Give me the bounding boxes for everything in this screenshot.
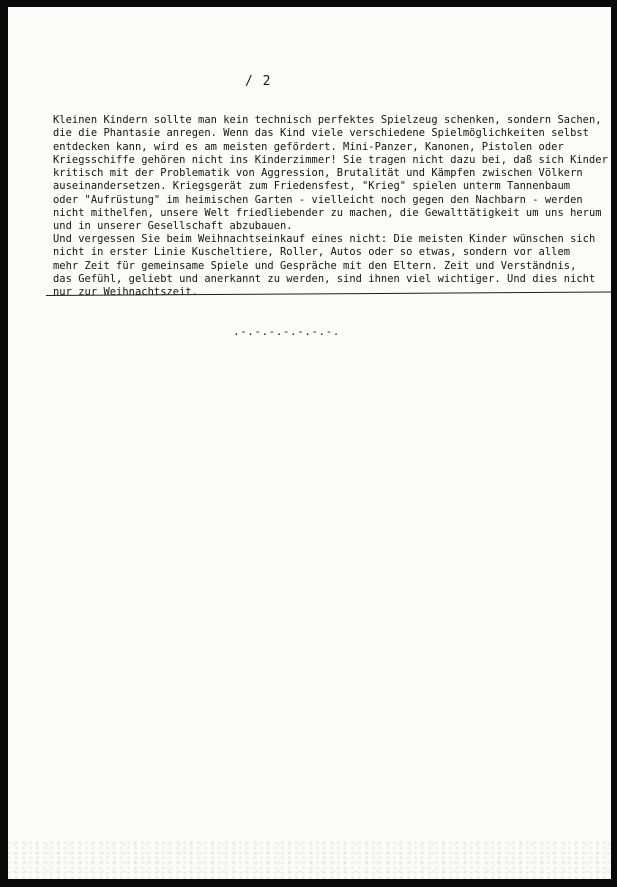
end-marker: .-.-.-.-.-.-.-. [233,325,340,338]
text-line: oder "Aufrüstung" im heimischen Garten - vielleicht noch gegen den Nachbarn - werden [53,193,583,206]
text-line: nicht in erster Linie Kuscheltiere, Roller, Autos oder so etwas, sondern vor allem [53,246,571,259]
text-line: kritisch mit der Problematik von Aggression, Brutalität und Kämpfen zwischen Völkern [53,167,583,180]
text-line: entdecken kann, wird es am meisten gefördert. Mini-Panzer, Kanonen, Pistolen oder [53,140,564,153]
text-line: und in unserer Gesellschaft abzubauen. [53,220,293,233]
text-line: die die Phantasie anregen. Wenn das Kind viele verschiedene Spielmöglichkeiten selbst [53,127,589,140]
text-line: das Gefühl, geliebt und anerkannt zu werden, sind ihnen viel wichtiger. Und dies nicht [53,272,596,285]
text-line: nicht mithelfen, unsere Welt friedliebender zu machen, die Gewalttätigkeit um uns herum [53,207,602,220]
paragraph-1 [53,114,608,234]
paragraph-2 [53,233,598,299]
text-line: mehr Zeit für gemeinsame Spiele und Gespräche mit den Eltern. Zeit und Verständnis, [53,259,577,272]
text-line: Kriegsschiffe gehören nicht ins Kinderzimmer! Sie tragen nicht dazu bei, daß sich Kinder [53,153,608,166]
text-line: auseinandersetzen. Kriegsgerät zum Friedensfest, "Krieg" spielen unterm Tannenbaum [53,180,571,193]
scan-noise [8,839,611,879]
text-line: Und vergessen Sie beim Weihnachtseinkauf eines nicht: Die meisten Kinder wünschen sich [53,233,596,245]
document-page [8,7,611,879]
text-line: nur zur Weihnachtszeit. [53,286,199,299]
page-number: / 2 [245,74,272,89]
text-line: Kleinen Kindern sollte man kein technisch perfektes Spielzeug schenken, sondern Sachen, [53,114,602,126]
